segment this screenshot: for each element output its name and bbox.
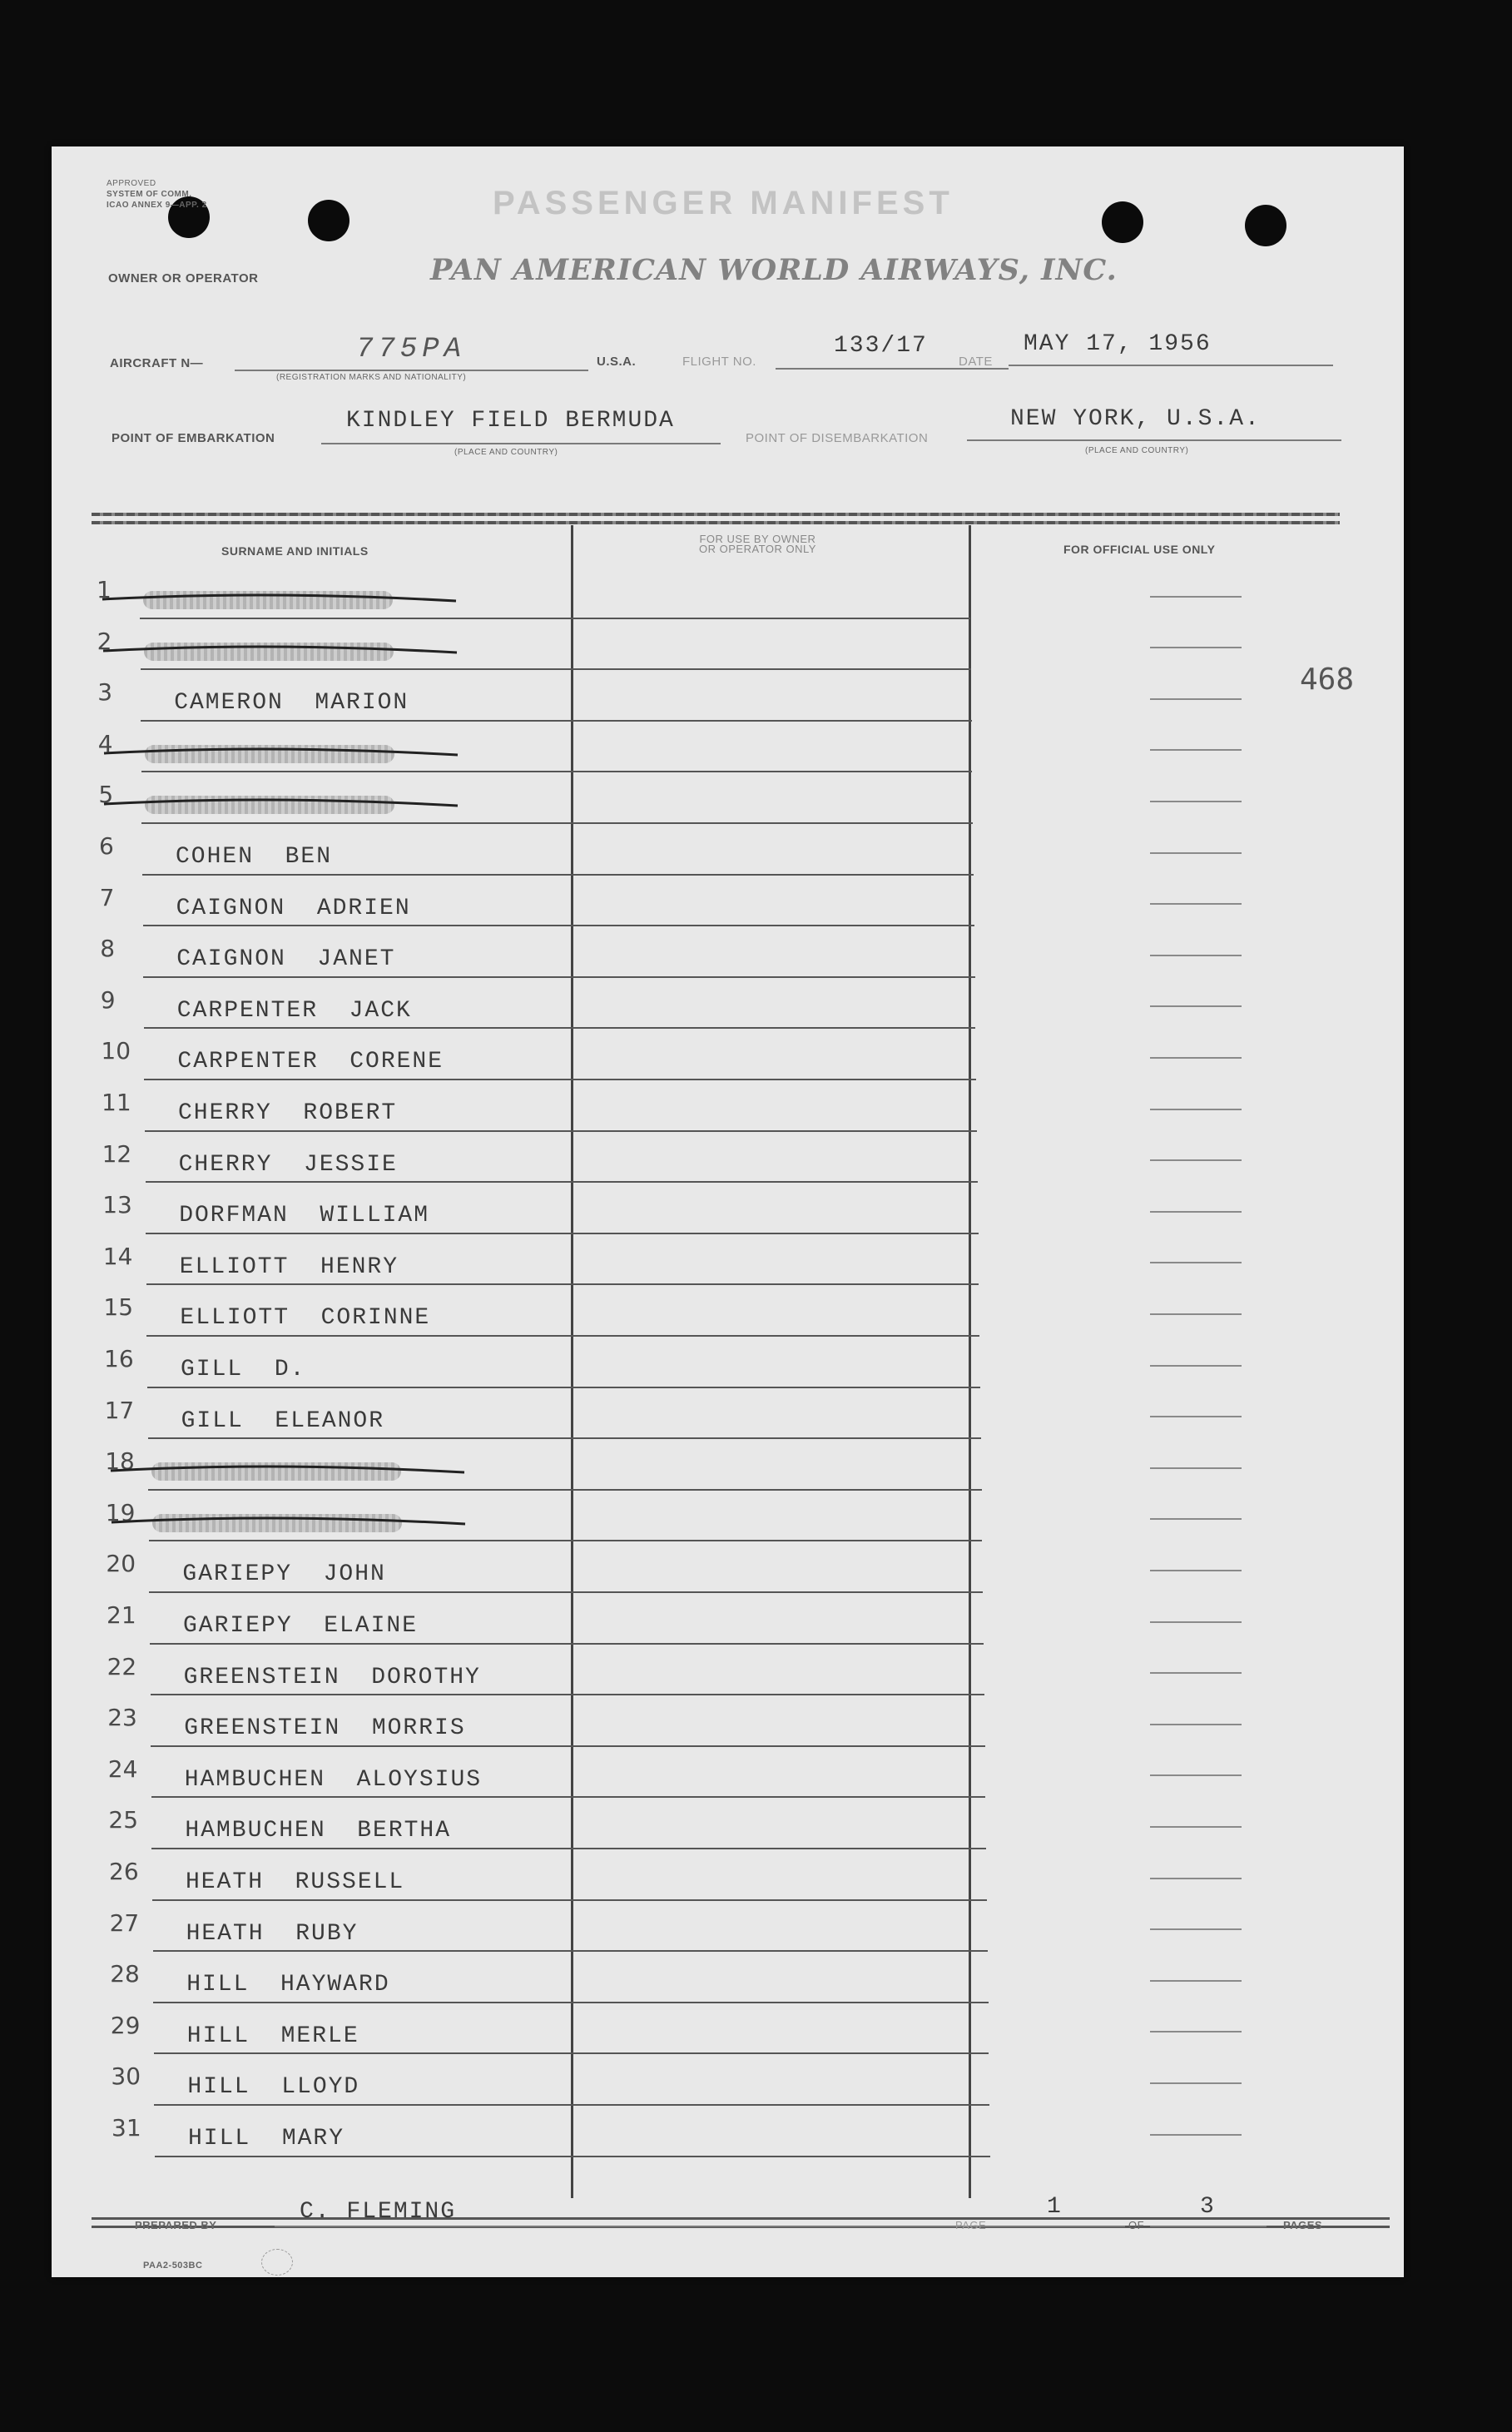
official-use-rule bbox=[1150, 1980, 1242, 1982]
disembarkation-value: NEW YORK, U.S.A. bbox=[1010, 406, 1261, 432]
row-rule bbox=[148, 1489, 981, 1491]
embarkation-underline bbox=[321, 443, 721, 444]
prepared-underline bbox=[275, 2226, 1007, 2227]
column-header-owner-use-line: OR OPERATOR ONLY bbox=[699, 543, 816, 555]
row-rule bbox=[147, 1387, 980, 1388]
flight-value: 133/17 bbox=[834, 333, 928, 359]
row-rule bbox=[148, 1437, 981, 1439]
passenger-name: HILL HAYWARD bbox=[186, 1972, 390, 1998]
punch-hole-icon bbox=[1245, 205, 1286, 246]
passenger-name: CARPENTER JACK bbox=[176, 997, 412, 1024]
official-use-rule bbox=[1150, 749, 1242, 751]
official-use-rule bbox=[1150, 1313, 1242, 1315]
row-rule bbox=[141, 822, 973, 824]
column-divider bbox=[969, 525, 971, 2198]
official-use-rule bbox=[1150, 1005, 1242, 1007]
official-use-rule bbox=[1150, 1211, 1242, 1213]
official-use-rule bbox=[1150, 1467, 1242, 1469]
strikethrough-mark bbox=[107, 1499, 473, 1541]
page-value: 1 bbox=[1047, 2194, 1063, 2220]
pages-underline bbox=[1150, 2226, 1267, 2227]
date-underline bbox=[1009, 365, 1333, 366]
row-number: 11 bbox=[102, 1089, 131, 1116]
row-number: 5 bbox=[98, 781, 114, 809]
owner-label: OWNER OR OPERATOR bbox=[108, 271, 259, 285]
official-use-rule bbox=[1150, 2134, 1242, 2136]
aircraft-label: AIRCRAFT N— bbox=[110, 356, 204, 370]
strikethrough-stroke bbox=[102, 595, 456, 601]
form-title: PASSENGER MANIFEST bbox=[493, 185, 954, 221]
row-rule bbox=[141, 720, 971, 722]
passenger-name: CHERRY ROBERT bbox=[178, 1100, 398, 1126]
official-use-rule bbox=[1150, 1878, 1242, 1879]
approval-stamp-line: APPROVED bbox=[107, 179, 156, 188]
date-label: DATE bbox=[959, 355, 993, 369]
row-number: 15 bbox=[103, 1293, 134, 1322]
of-label: OF bbox=[1128, 2219, 1145, 2231]
column-header-official: FOR OFFICIAL USE ONLY bbox=[1063, 543, 1216, 556]
row-number: 24 bbox=[107, 1755, 138, 1783]
passenger-name: GREENSTEIN DOROTHY bbox=[183, 1664, 481, 1690]
row-rule bbox=[146, 1335, 979, 1337]
official-use-rule bbox=[1150, 1570, 1242, 1571]
row-rule bbox=[140, 618, 970, 619]
row-rule bbox=[153, 2002, 988, 2003]
row-number: 4 bbox=[97, 729, 113, 757]
row-rule bbox=[154, 2052, 989, 2054]
strikethrough-mark bbox=[99, 628, 465, 669]
row-rule bbox=[141, 668, 971, 670]
row-number: 6 bbox=[99, 832, 114, 860]
prepared-value: C. FLEMING bbox=[300, 2199, 457, 2225]
aircraft-sub: (REGISTRATION MARKS AND NATIONALITY) bbox=[276, 373, 467, 382]
official-use-rule bbox=[1150, 2031, 1242, 2032]
row-number: 28 bbox=[110, 1960, 140, 1988]
official-use-rule bbox=[1150, 698, 1242, 700]
row-rule bbox=[151, 1796, 986, 1798]
approval-stamp-line: SYSTEM OF COMM. bbox=[107, 190, 192, 199]
strikethrough-mark bbox=[98, 576, 464, 618]
disembarkation-label: POINT OF DISEMBARKATION bbox=[746, 431, 929, 445]
row-rule bbox=[155, 2156, 990, 2157]
approval-stamp-line: ICAO ANNEX 9—APP. 2 bbox=[107, 201, 207, 210]
aircraft-value: 775PA bbox=[356, 334, 467, 365]
row-rule bbox=[151, 1694, 984, 1695]
official-use-rule bbox=[1150, 1159, 1242, 1161]
passenger-name: HILL MARY bbox=[188, 2126, 345, 2152]
passenger-name: GARIEPY ELAINE bbox=[183, 1613, 419, 1639]
strikethrough-mark bbox=[107, 1447, 473, 1489]
row-number: 21 bbox=[107, 1601, 136, 1629]
handwritten-annotation: 468 bbox=[1300, 663, 1355, 697]
official-use-rule bbox=[1150, 1109, 1242, 1110]
row-rule bbox=[153, 1950, 988, 1952]
official-use-rule bbox=[1150, 647, 1242, 648]
flight-label: FLIGHT NO. bbox=[682, 355, 756, 369]
official-use-rule bbox=[1150, 1416, 1242, 1417]
column-header-surname: SURNAME AND INITIALS bbox=[221, 544, 369, 558]
embarkation-sub: (PLACE AND COUNTRY) bbox=[454, 448, 558, 457]
passenger-name: CAMERON MARION bbox=[174, 690, 409, 717]
passenger-name: CARPENTER CORENE bbox=[177, 1049, 444, 1075]
row-number: 18 bbox=[105, 1447, 135, 1476]
row-rule bbox=[141, 771, 973, 772]
official-use-rule bbox=[1150, 1262, 1242, 1263]
page-underline bbox=[1000, 2226, 1125, 2227]
row-number: 29 bbox=[110, 2011, 141, 2039]
disembarkation-underline bbox=[967, 439, 1341, 441]
row-rule bbox=[145, 1130, 977, 1132]
official-use-rule bbox=[1150, 2082, 1242, 2084]
punch-hole-icon bbox=[1102, 201, 1143, 243]
row-rule bbox=[151, 1745, 984, 1747]
row-rule bbox=[144, 1027, 976, 1029]
official-use-rule bbox=[1150, 1826, 1242, 1828]
row-number: 1 bbox=[97, 576, 112, 603]
row-rule bbox=[149, 1540, 983, 1541]
table-bottom-rule bbox=[92, 2217, 1390, 2220]
official-use-rule bbox=[1150, 1365, 1242, 1367]
disembarkation-sub: (PLACE AND COUNTRY) bbox=[1085, 446, 1189, 455]
row-number: 7 bbox=[99, 883, 115, 911]
row-rule bbox=[144, 1079, 976, 1080]
embarkation-value: KINDLEY FIELD BERMUDA bbox=[346, 408, 675, 434]
passenger-name: HEATH RUSSELL bbox=[186, 1869, 405, 1895]
aircraft-underline bbox=[235, 370, 588, 371]
strikethrough-stroke bbox=[104, 800, 458, 806]
row-number: 14 bbox=[102, 1242, 133, 1270]
strikethrough-stroke bbox=[112, 1518, 465, 1524]
row-rule bbox=[149, 1591, 983, 1593]
row-rule bbox=[142, 874, 974, 876]
row-number: 19 bbox=[105, 1498, 136, 1526]
official-use-rule bbox=[1150, 955, 1242, 956]
passenger-name: CHERRY JESSIE bbox=[178, 1151, 398, 1178]
official-use-rule bbox=[1150, 1928, 1242, 1930]
row-rule bbox=[143, 925, 974, 926]
passenger-name: HILL MERLE bbox=[186, 2023, 359, 2049]
passenger-name: GILL ELEANOR bbox=[181, 1407, 385, 1434]
passenger-name: CAIGNON JANET bbox=[176, 946, 396, 973]
official-use-rule bbox=[1150, 1621, 1242, 1623]
official-use-rule bbox=[1150, 596, 1242, 598]
row-number: 22 bbox=[107, 1652, 137, 1680]
official-use-rule bbox=[1150, 852, 1242, 854]
date-value: MAY 17, 1956 bbox=[1024, 331, 1212, 357]
strikethrough-stroke bbox=[104, 749, 458, 755]
row-number: 20 bbox=[106, 1550, 136, 1578]
official-use-rule bbox=[1150, 903, 1242, 905]
operator-company: PAN AMERICAN WORLD AIRWAYS, INC. bbox=[430, 253, 1118, 287]
passenger-name: ELLIOTT CORINNE bbox=[180, 1305, 431, 1332]
passenger-name: GARIEPY JOHN bbox=[182, 1561, 386, 1588]
row-number: 17 bbox=[104, 1396, 135, 1424]
passenger-name: ELLIOTT HENRY bbox=[179, 1253, 399, 1280]
official-use-rule bbox=[1150, 1724, 1242, 1725]
row-number: 10 bbox=[101, 1037, 131, 1065]
strikethrough-mark bbox=[97, 729, 466, 772]
row-rule bbox=[146, 1181, 978, 1183]
official-use-rule bbox=[1150, 1518, 1242, 1520]
strikethrough-stroke bbox=[111, 1467, 464, 1472]
official-use-rule bbox=[1150, 1057, 1242, 1059]
usa-label: U.S.A. bbox=[597, 355, 637, 369]
row-number: 31 bbox=[112, 2114, 141, 2142]
strikethrough-stroke bbox=[103, 647, 457, 653]
passenger-name: COHEN BEN bbox=[176, 844, 333, 870]
row-number: 30 bbox=[111, 2062, 141, 2091]
passenger-name: HAMBUCHEN BERTHA bbox=[185, 1818, 452, 1844]
table-top-rule bbox=[92, 513, 1340, 516]
manifest-sheet bbox=[52, 146, 1404, 2277]
row-number: 2 bbox=[97, 627, 112, 655]
pages-label: PAGES bbox=[1283, 2219, 1323, 2231]
pages-value: 3 bbox=[1200, 2194, 1216, 2220]
row-rule bbox=[143, 976, 974, 978]
official-use-rule bbox=[1150, 801, 1242, 802]
row-rule bbox=[146, 1233, 978, 1234]
row-number: 12 bbox=[102, 1139, 132, 1168]
row-rule bbox=[154, 2104, 989, 2106]
column-header-owner-use bbox=[699, 534, 816, 554]
page-label: PAGE bbox=[955, 2219, 987, 2231]
row-number: 16 bbox=[104, 1345, 134, 1372]
row-rule bbox=[146, 1283, 979, 1285]
passenger-name: HEATH RUBY bbox=[186, 1920, 359, 1947]
official-use-rule bbox=[1150, 1774, 1242, 1776]
prepared-label: PREPARED BY bbox=[135, 2219, 217, 2231]
row-rule bbox=[152, 1899, 987, 1901]
passenger-name: HAMBUCHEN ALOYSIUS bbox=[184, 1766, 483, 1793]
form-code: PAA2-503BC bbox=[143, 2261, 203, 2271]
printer-seal-icon bbox=[261, 2249, 293, 2276]
passenger-name: CAIGNON ADRIEN bbox=[176, 895, 411, 921]
row-number: 8 bbox=[100, 935, 116, 963]
table-top-rule bbox=[92, 521, 1340, 524]
row-number: 13 bbox=[102, 1191, 132, 1219]
passenger-name: GILL D. bbox=[181, 1357, 306, 1382]
column-divider bbox=[571, 525, 573, 2198]
passenger-name: DORFMAN WILLIAM bbox=[179, 1203, 430, 1229]
passenger-name: HILL LLOYD bbox=[187, 2074, 360, 2101]
strikethrough-mark bbox=[100, 781, 466, 822]
row-number: 27 bbox=[109, 1908, 140, 1937]
row-rule bbox=[150, 1643, 984, 1645]
approval-stamp bbox=[107, 178, 207, 211]
row-number: 23 bbox=[107, 1704, 137, 1732]
punch-hole-icon bbox=[308, 200, 349, 241]
column-header-owner-use-line: FOR USE BY OWNER bbox=[699, 533, 816, 545]
official-use-rule bbox=[1150, 1672, 1242, 1674]
row-number: 3 bbox=[97, 678, 113, 707]
row-number: 26 bbox=[109, 1858, 139, 1885]
row-number: 9 bbox=[100, 985, 116, 1014]
row-number: 25 bbox=[108, 1806, 139, 1834]
row-rule bbox=[151, 1848, 986, 1849]
passenger-name: GREENSTEIN MORRIS bbox=[184, 1715, 466, 1742]
embarkation-label: POINT OF EMBARKATION bbox=[112, 431, 275, 445]
